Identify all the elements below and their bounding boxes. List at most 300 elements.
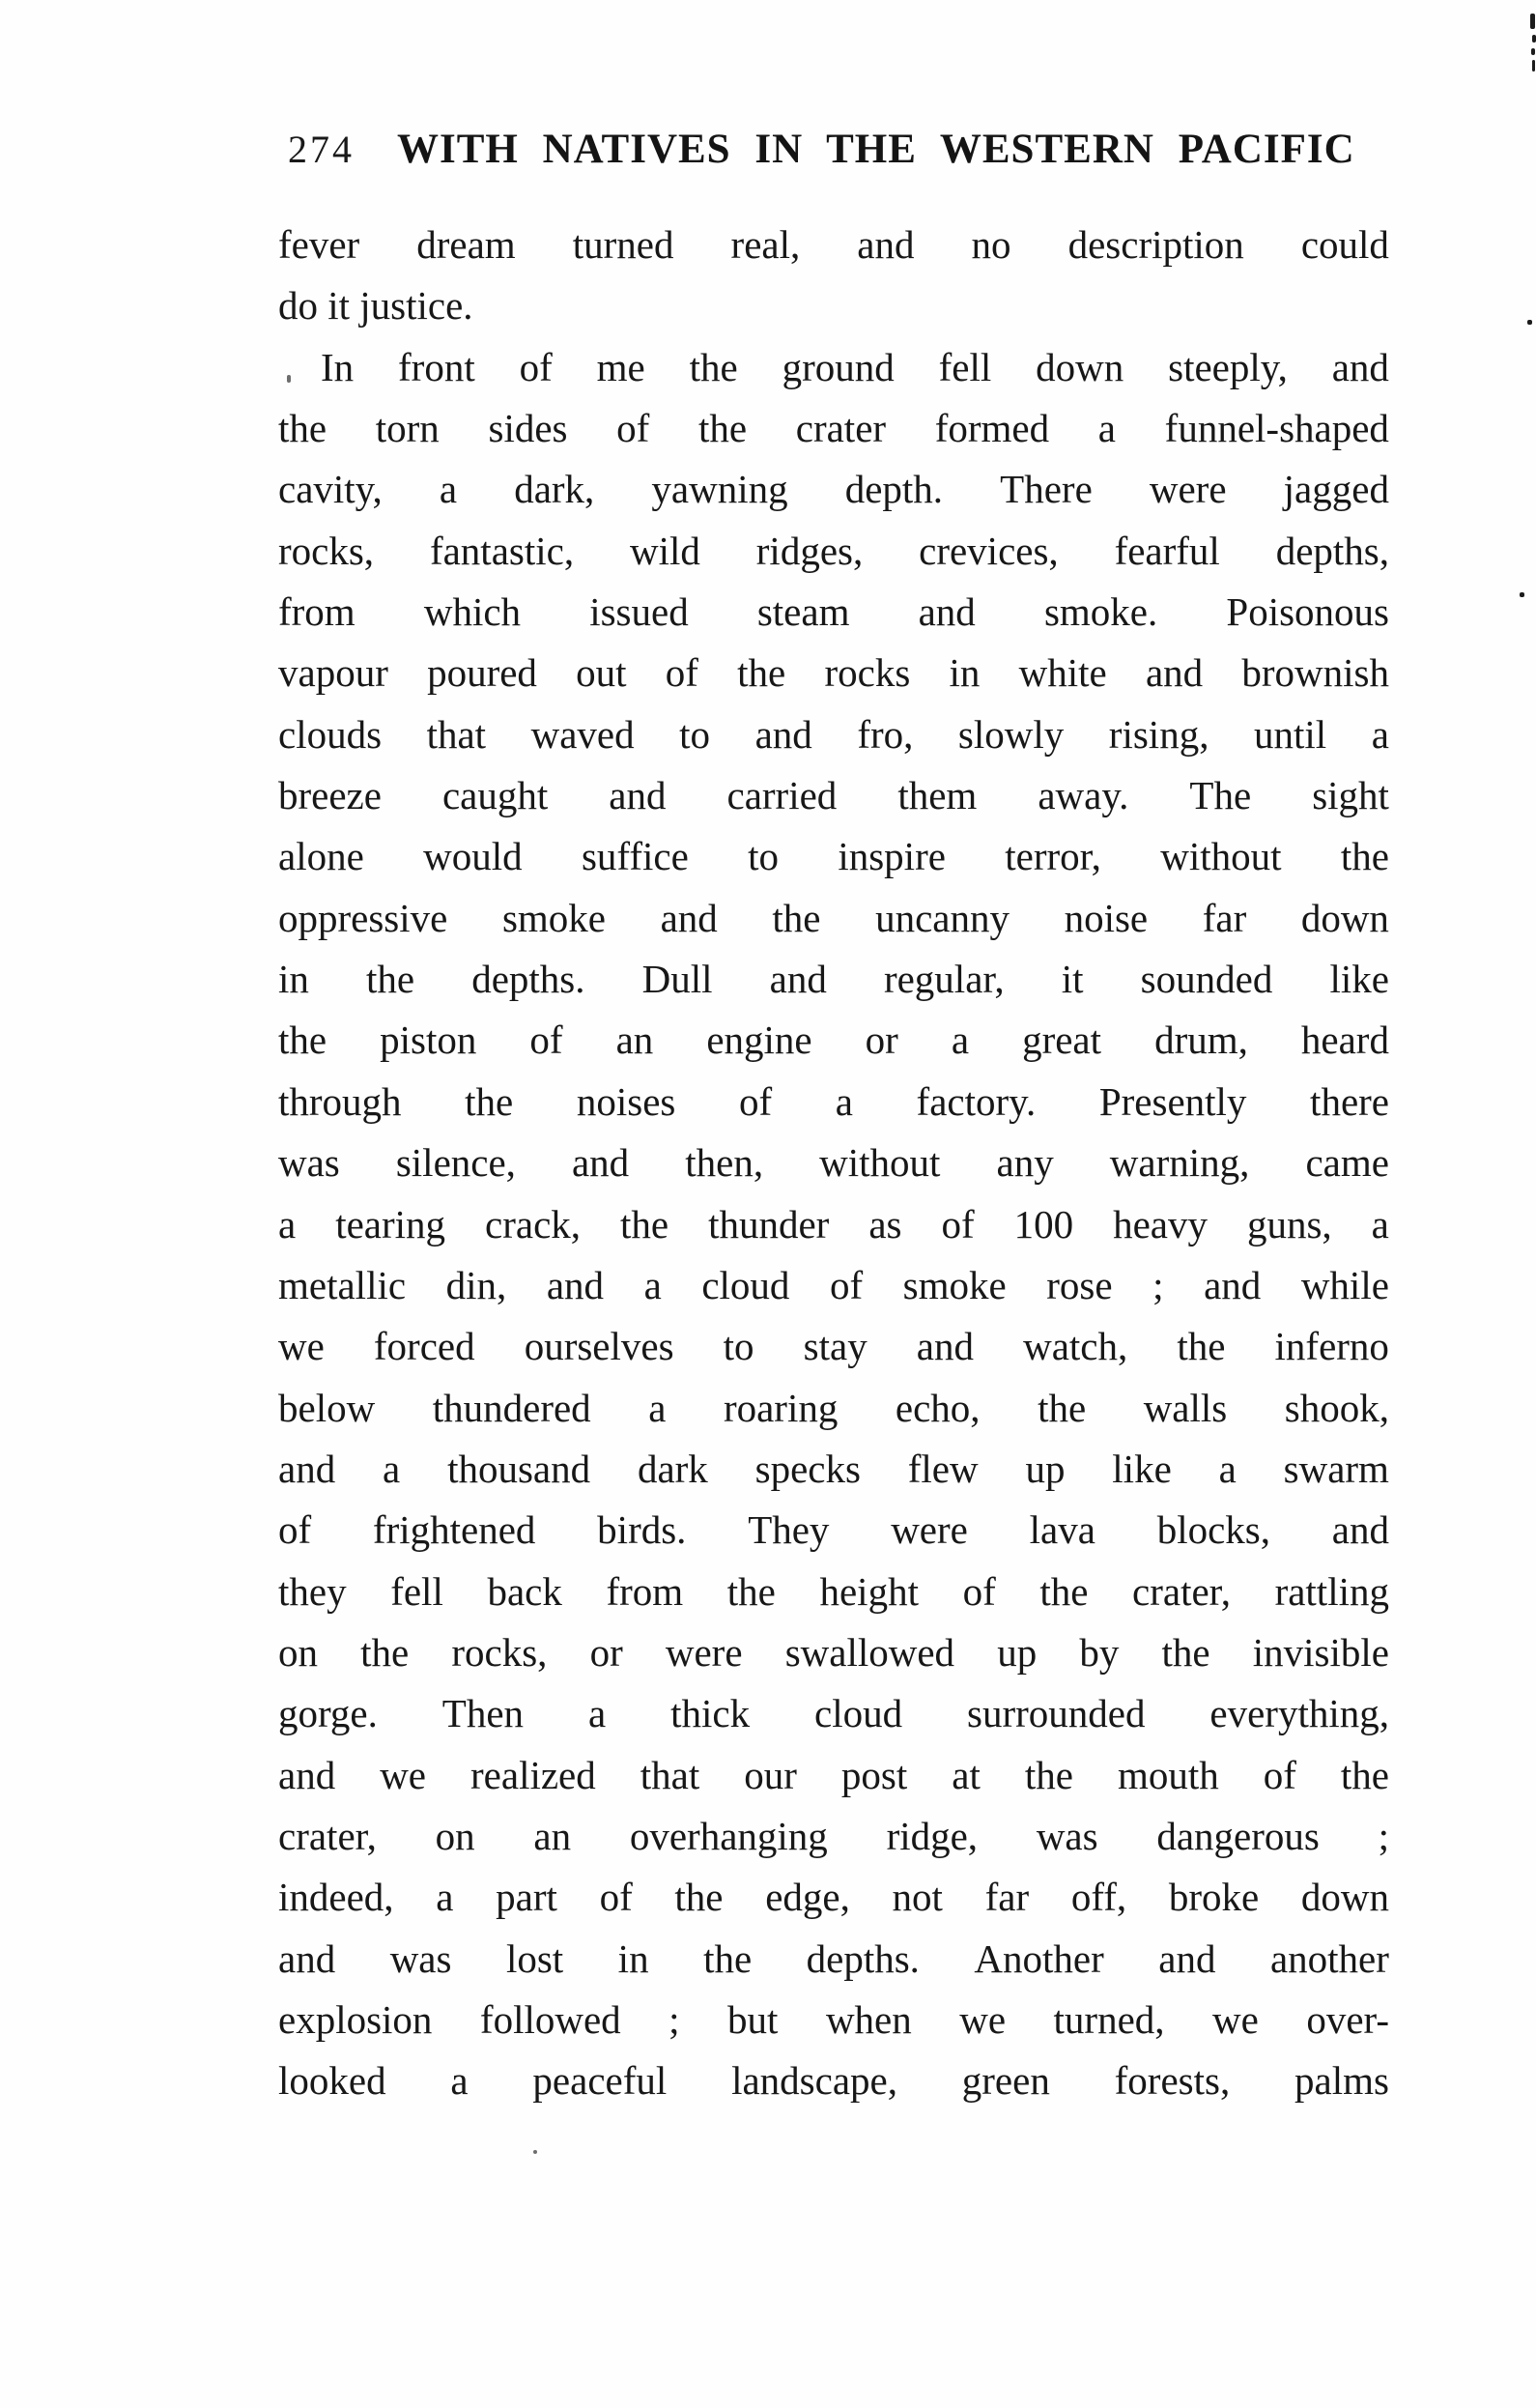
- word: of: [829, 1262, 864, 1307]
- word: and: [609, 773, 667, 818]
- word: clouds: [278, 711, 383, 757]
- word: a: [951, 1018, 970, 1063]
- word: and: [278, 1935, 336, 1981]
- word: height: [819, 1568, 919, 1614]
- word: rocks,: [278, 528, 375, 573]
- word: them: [897, 773, 978, 818]
- word: slowly: [957, 711, 1065, 757]
- text-line: [278, 643, 1389, 703]
- text-line: [278, 337, 1389, 398]
- word: caught: [441, 773, 549, 818]
- text-line: [278, 1132, 1389, 1193]
- word: gorge.: [278, 1691, 378, 1736]
- word: when: [825, 1996, 912, 2042]
- word: and: [1145, 650, 1204, 696]
- word: and: [1331, 344, 1389, 389]
- word: and: [1158, 1935, 1216, 1981]
- word: dream: [416, 222, 516, 267]
- word: fell: [390, 1568, 443, 1614]
- word: noise: [1064, 895, 1149, 940]
- word: not: [892, 1875, 943, 1920]
- word: steam: [756, 589, 850, 635]
- text-line: [278, 1439, 1389, 1500]
- word: roaring: [723, 1385, 839, 1430]
- scan-artifact: [1532, 35, 1536, 43]
- word: lost: [505, 1935, 564, 1981]
- word: as: [868, 1201, 902, 1247]
- word: the: [689, 344, 738, 389]
- word: landscape,: [731, 2058, 897, 2104]
- text-line: [278, 1562, 1389, 1622]
- body-text: [278, 215, 1389, 2112]
- word: ;: [1378, 1813, 1389, 1858]
- word: like: [1329, 957, 1389, 1002]
- word: invisible: [1252, 1629, 1389, 1675]
- word: and: [857, 222, 915, 267]
- word: echo,: [895, 1385, 981, 1430]
- word: rocks,: [451, 1629, 548, 1675]
- word: below: [278, 1385, 376, 1430]
- text-line: [278, 1990, 1389, 2050]
- word: at: [952, 1752, 981, 1797]
- word: down: [1300, 1875, 1389, 1920]
- word: from: [278, 589, 356, 635]
- word: inferno: [1274, 1324, 1389, 1369]
- word: the: [1177, 1324, 1226, 1369]
- word: cloud: [701, 1262, 790, 1307]
- word: warning,: [1109, 1140, 1250, 1186]
- word: ;: [1152, 1262, 1164, 1307]
- word: was: [278, 1140, 340, 1186]
- text-line: [278, 1378, 1389, 1439]
- text-line: [278, 1929, 1389, 1990]
- word: and: [918, 589, 976, 635]
- word: green: [961, 2058, 1050, 2104]
- word: the: [1340, 834, 1389, 879]
- word: walls: [1143, 1385, 1228, 1430]
- word: of: [278, 1507, 312, 1553]
- word: a: [383, 1446, 401, 1491]
- word: rising,: [1108, 711, 1209, 757]
- word: explosion: [278, 1996, 433, 2042]
- word: surrounded: [967, 1691, 1146, 1736]
- word: rose: [1046, 1262, 1113, 1307]
- word: which: [423, 589, 522, 635]
- word: Dull: [641, 957, 713, 1002]
- word: a: [648, 1385, 667, 1430]
- word: depths,: [1275, 528, 1389, 573]
- word: dangerous: [1156, 1813, 1320, 1858]
- word: the: [1024, 1752, 1073, 1797]
- word: of: [616, 406, 650, 451]
- word: the: [737, 650, 786, 696]
- word: heavy: [1113, 1201, 1208, 1247]
- word: Then: [441, 1691, 525, 1736]
- word: a: [835, 1078, 853, 1124]
- word: They: [748, 1507, 830, 1553]
- word: crater,: [278, 1813, 377, 1858]
- word: frightened: [372, 1507, 536, 1553]
- word: noises: [576, 1078, 676, 1124]
- scan-artifact: [1531, 48, 1535, 55]
- word: back: [487, 1568, 562, 1614]
- word: then,: [685, 1140, 764, 1186]
- word: watch,: [1023, 1324, 1128, 1369]
- word: were: [1149, 467, 1227, 512]
- word: of: [941, 1201, 975, 1247]
- word: piston: [380, 1018, 477, 1063]
- word: the: [465, 1078, 514, 1124]
- word: on: [278, 1629, 318, 1675]
- word: a: [278, 1201, 297, 1247]
- word: we: [380, 1752, 427, 1797]
- word: would: [423, 834, 523, 879]
- text-line: [278, 888, 1389, 949]
- word: we: [959, 1996, 1007, 2042]
- word: front: [398, 344, 475, 389]
- scan-artifact: [287, 375, 291, 383]
- text-line: [278, 1622, 1389, 1683]
- word: ridge,: [886, 1813, 979, 1858]
- word: to: [748, 834, 779, 879]
- word: oppressive: [278, 895, 448, 940]
- word: crack,: [485, 1201, 582, 1247]
- word: while: [1300, 1262, 1389, 1307]
- word: the: [278, 406, 327, 451]
- word: and: [278, 1446, 336, 1491]
- word: great: [1022, 1018, 1102, 1063]
- word: cavity,: [278, 467, 383, 512]
- word: drum,: [1154, 1018, 1248, 1063]
- word: away.: [1038, 773, 1129, 818]
- word: a: [1097, 406, 1116, 451]
- word: Another: [974, 1935, 1104, 1981]
- word: the: [1039, 1568, 1089, 1614]
- word: steeply,: [1168, 344, 1288, 389]
- word: like: [1112, 1446, 1172, 1491]
- word: uncanny: [875, 895, 1010, 940]
- word: sounded: [1140, 957, 1273, 1002]
- word: everything,: [1209, 1691, 1389, 1736]
- word: suffice: [581, 834, 689, 879]
- word: dark: [637, 1446, 708, 1491]
- scan-artifact: [1532, 60, 1535, 72]
- scan-artifact: [1530, 14, 1535, 29]
- word: in: [278, 957, 309, 1002]
- scan-artifact: [1520, 592, 1524, 597]
- word: engine: [706, 1018, 812, 1063]
- word: mouth: [1117, 1752, 1219, 1797]
- word: on: [435, 1813, 475, 1858]
- word: looked: [278, 2058, 386, 2104]
- word: the: [620, 1201, 669, 1247]
- word: a: [450, 2058, 469, 2104]
- text-line: [278, 1255, 1389, 1316]
- word: from: [606, 1568, 684, 1614]
- word: thick: [670, 1691, 751, 1736]
- word: metallic: [278, 1262, 407, 1307]
- word: in: [617, 1935, 649, 1981]
- word: or: [865, 1018, 898, 1063]
- word: the: [278, 1018, 327, 1063]
- word: and: [660, 895, 718, 940]
- word: and: [1204, 1262, 1262, 1307]
- word: sides: [488, 406, 568, 451]
- word: the: [674, 1875, 724, 1920]
- text-line: [278, 582, 1389, 643]
- word: a: [587, 1691, 607, 1736]
- word: far: [1202, 895, 1247, 940]
- word: turned,: [1053, 1996, 1165, 2042]
- word: crater,: [1132, 1568, 1231, 1614]
- word: fearful: [1114, 528, 1220, 573]
- word: real,: [730, 222, 801, 267]
- word: to: [679, 711, 711, 757]
- text-line: [278, 459, 1389, 520]
- word: it: [1061, 957, 1084, 1002]
- word: of: [529, 1018, 563, 1063]
- text-line: [278, 765, 1389, 826]
- word: yawning: [651, 467, 788, 512]
- text-line: [278, 1806, 1389, 1867]
- word: me: [596, 344, 645, 389]
- word: blocks,: [1156, 1507, 1270, 1553]
- word: forests,: [1114, 2058, 1231, 2104]
- word: ground: [782, 344, 895, 389]
- word: crevices,: [919, 528, 1059, 573]
- word: was: [1036, 1813, 1098, 1858]
- word: a: [1371, 711, 1389, 757]
- word: fantastic,: [429, 528, 575, 573]
- word: the: [366, 957, 415, 1002]
- word: of: [519, 344, 553, 389]
- running-title: WITH NATIVES IN THE WESTERN PACIFIC: [397, 127, 1355, 172]
- word: rattling: [1274, 1568, 1389, 1614]
- word: waved: [530, 711, 635, 757]
- word: stay: [803, 1324, 868, 1369]
- word: thunder: [708, 1201, 830, 1247]
- word: and: [1331, 1507, 1389, 1553]
- word: and: [278, 1752, 336, 1797]
- text-line: [278, 2050, 1389, 2111]
- word: that: [426, 711, 487, 757]
- word: swallowed: [784, 1629, 955, 1675]
- word: white: [1018, 650, 1107, 696]
- word: the: [1038, 1385, 1087, 1430]
- word: The: [1189, 773, 1252, 818]
- word: up: [997, 1629, 1038, 1675]
- word: no: [971, 222, 1011, 267]
- word: we: [278, 1324, 325, 1369]
- text-line: [278, 398, 1389, 459]
- word: fever: [278, 222, 360, 267]
- word: guns,: [1246, 1201, 1332, 1247]
- word: edge,: [765, 1875, 850, 1920]
- word: swarm: [1283, 1446, 1389, 1491]
- word: 100: [1013, 1201, 1074, 1247]
- word: an: [615, 1018, 654, 1063]
- word: without: [1160, 834, 1282, 879]
- word: far: [984, 1875, 1030, 1920]
- word: without: [819, 1140, 941, 1186]
- text-line: [278, 215, 1389, 275]
- word: until: [1253, 711, 1327, 757]
- text-line: [278, 1316, 1389, 1377]
- word: broke: [1168, 1875, 1260, 1920]
- word: overhanging: [629, 1813, 828, 1858]
- word: part: [496, 1875, 557, 1920]
- text-line: [278, 1072, 1389, 1132]
- text-line: [278, 949, 1389, 1010]
- word: an: [533, 1813, 572, 1858]
- word: fell: [938, 344, 992, 389]
- word: a: [1371, 1201, 1389, 1247]
- word: heard: [1300, 1018, 1389, 1063]
- word: regular,: [883, 957, 1005, 1002]
- word: there: [1310, 1078, 1389, 1124]
- word: vapour: [278, 650, 388, 696]
- word: silence,: [395, 1140, 516, 1186]
- word: of: [665, 650, 698, 696]
- word: rocks: [824, 650, 911, 696]
- word: post: [840, 1752, 908, 1797]
- word: thousand: [447, 1446, 591, 1491]
- word: alone: [278, 834, 364, 879]
- word: smoke: [501, 895, 606, 940]
- text-line: [278, 1194, 1389, 1255]
- word: a: [436, 1875, 454, 1920]
- page-number: 274: [288, 128, 355, 171]
- text-line: [278, 1683, 1389, 1744]
- word: and: [754, 711, 812, 757]
- word: up: [1025, 1446, 1066, 1491]
- word: Poisonous: [1226, 589, 1389, 635]
- word: the: [726, 1568, 776, 1614]
- word: a: [643, 1262, 662, 1307]
- word: indeed,: [278, 1875, 394, 1920]
- word: In: [321, 344, 355, 389]
- text-line: [278, 704, 1389, 765]
- text-line: [278, 1745, 1389, 1806]
- word: our: [744, 1752, 797, 1797]
- text-line: [278, 521, 1389, 582]
- word: out: [576, 650, 627, 696]
- word: wild: [629, 528, 700, 573]
- word: and: [769, 957, 827, 1002]
- word: torn: [375, 406, 440, 451]
- word: a: [1218, 1446, 1237, 1491]
- word: down: [1300, 895, 1389, 940]
- word: jagged: [1283, 467, 1389, 512]
- word: the: [1161, 1629, 1210, 1675]
- word: were: [665, 1629, 743, 1675]
- word: through: [278, 1078, 402, 1124]
- word: breeze: [278, 773, 382, 818]
- word: brownish: [1241, 650, 1389, 696]
- word: din,: [445, 1262, 507, 1307]
- word: could: [1300, 222, 1389, 267]
- word: depths.: [806, 1935, 920, 1981]
- word: realized: [470, 1752, 596, 1797]
- word: birds.: [597, 1507, 687, 1553]
- word: the: [703, 1935, 753, 1981]
- word: ourselves: [524, 1324, 674, 1369]
- word: ridges,: [755, 528, 864, 573]
- word: specks: [754, 1446, 861, 1491]
- word: another: [1269, 1935, 1389, 1981]
- word: off,: [1070, 1875, 1127, 1920]
- word: cloud: [814, 1691, 903, 1736]
- text-line: [278, 1500, 1389, 1561]
- word: came: [1305, 1140, 1389, 1186]
- word: and: [571, 1140, 630, 1186]
- word: we: [1212, 1996, 1259, 2042]
- word: that: [640, 1752, 700, 1797]
- word: Presently: [1098, 1078, 1247, 1124]
- word: followed: [479, 1996, 621, 2042]
- word: lava: [1029, 1507, 1095, 1553]
- word: dark,: [514, 467, 595, 512]
- word: to: [723, 1324, 754, 1369]
- word: were: [891, 1507, 968, 1553]
- word: factory.: [916, 1078, 1037, 1124]
- word: but: [727, 1996, 779, 2042]
- word: smoke.: [1043, 589, 1158, 635]
- word: tearing: [335, 1201, 446, 1247]
- word: issued: [589, 589, 689, 635]
- word: turned: [572, 222, 674, 267]
- word: forced: [373, 1324, 475, 1369]
- word: of: [962, 1568, 996, 1614]
- word: thundered: [432, 1385, 591, 1430]
- word: flew: [907, 1446, 979, 1491]
- word: the: [697, 406, 748, 451]
- word: carried: [726, 773, 838, 818]
- word: peaceful: [532, 2058, 668, 2104]
- word: inspire: [838, 834, 946, 879]
- word: any: [996, 1140, 1054, 1186]
- word: over-: [1306, 1996, 1389, 2042]
- word: palms: [1294, 2058, 1389, 2104]
- text-line: do it justice.: [278, 283, 473, 329]
- word: the: [360, 1629, 410, 1675]
- word: There: [1000, 467, 1093, 512]
- text-line: [278, 1867, 1389, 1928]
- word: and: [546, 1262, 605, 1307]
- word: of: [738, 1078, 773, 1124]
- word: of: [599, 1875, 633, 1920]
- word: poured: [427, 650, 537, 696]
- scan-artifact: [1527, 320, 1532, 325]
- word: depth.: [844, 467, 944, 512]
- word: down: [1036, 344, 1124, 389]
- word: by: [1079, 1629, 1120, 1675]
- word: the: [772, 895, 821, 940]
- word: of: [1263, 1752, 1296, 1797]
- word: they: [278, 1568, 347, 1614]
- word: was: [389, 1935, 452, 1981]
- word: depths.: [471, 957, 585, 1002]
- scan-artifact: [533, 2150, 537, 2154]
- word: smoke: [902, 1262, 1007, 1307]
- word: terror,: [1005, 834, 1101, 879]
- text-line: [278, 826, 1389, 887]
- word: funnel-shaped: [1164, 406, 1389, 451]
- running-header: [288, 126, 1399, 182]
- word: a: [439, 467, 458, 512]
- word: description: [1067, 222, 1244, 267]
- word: shook,: [1284, 1385, 1389, 1430]
